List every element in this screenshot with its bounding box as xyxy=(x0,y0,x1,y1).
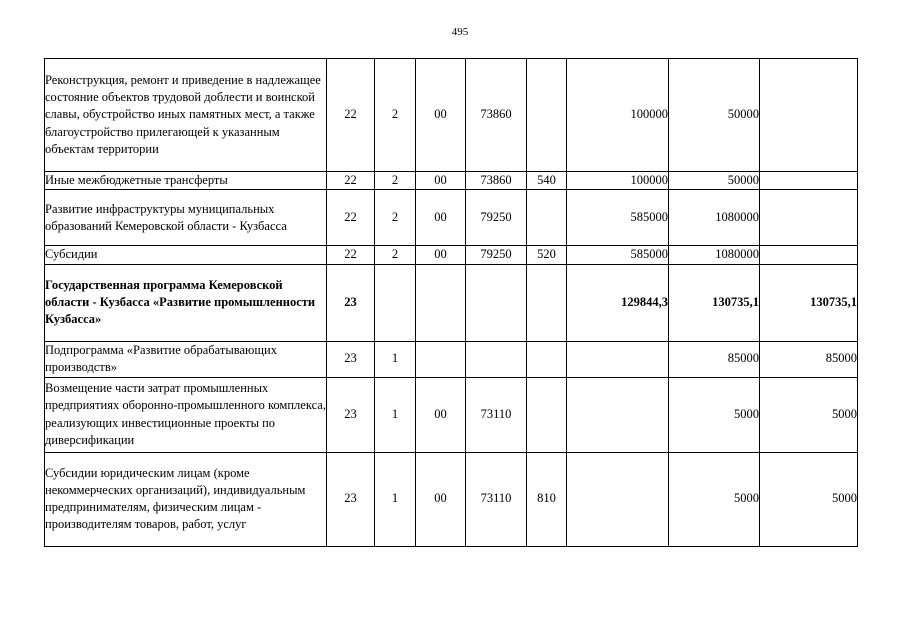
code-section: 23 xyxy=(327,341,375,377)
code-expense-type xyxy=(527,341,567,377)
code-subsection: 1 xyxy=(375,452,416,546)
row-name: Государственная программа Кемеровской области - Кузбасса «Развитие промышленности Кузбасса» xyxy=(45,264,327,341)
code-subsection: 2 xyxy=(375,59,416,172)
table-row xyxy=(45,341,858,377)
value-year-1: 100000 xyxy=(567,59,669,172)
row-name: Субсидии xyxy=(45,246,327,264)
code-expense-type xyxy=(527,190,567,246)
row-name: Реконструкция, ремонт и приведение в надлежащее состояние объектов трудовой доблести и воинской славы, обустройство иных памятных мест, а также благоустройство прилегающей к указанным объектам территории xyxy=(45,59,327,172)
code-subsection: 2 xyxy=(375,190,416,246)
value-year-2: 85000 xyxy=(669,341,760,377)
value-year-1 xyxy=(567,452,669,546)
value-year-2: 5000 xyxy=(669,452,760,546)
code-section: 22 xyxy=(327,172,375,190)
value-year-3: 5000 xyxy=(760,377,858,452)
value-year-3 xyxy=(760,59,858,172)
code-expense-type xyxy=(527,59,567,172)
code-direction: 73860 xyxy=(466,172,527,190)
table-row xyxy=(45,377,858,452)
value-year-1: 100000 xyxy=(567,172,669,190)
budget-table xyxy=(44,58,858,547)
code-direction xyxy=(466,341,527,377)
code-program xyxy=(416,264,466,341)
value-year-3: 85000 xyxy=(760,341,858,377)
code-direction: 79250 xyxy=(466,246,527,264)
value-year-1 xyxy=(567,377,669,452)
code-expense-type: 810 xyxy=(527,452,567,546)
value-year-1 xyxy=(567,341,669,377)
value-year-2: 50000 xyxy=(669,172,760,190)
code-direction: 79250 xyxy=(466,190,527,246)
code-subsection: 1 xyxy=(375,377,416,452)
code-program: 00 xyxy=(416,452,466,546)
code-program: 00 xyxy=(416,246,466,264)
code-subsection: 1 xyxy=(375,341,416,377)
code-section: 23 xyxy=(327,377,375,452)
code-subsection: 2 xyxy=(375,246,416,264)
code-section: 23 xyxy=(327,264,375,341)
table-row xyxy=(45,246,858,264)
code-direction: 73110 xyxy=(466,452,527,546)
row-name: Субсидии юридическим лицам (кроме некоммерческих организаций), индивидуальным предпринимателям, физическим лицам - производителям товаров, работ, услуг xyxy=(45,452,327,546)
code-expense-type: 520 xyxy=(527,246,567,264)
table-row xyxy=(45,59,858,172)
code-section: 22 xyxy=(327,190,375,246)
value-year-1: 585000 xyxy=(567,246,669,264)
value-year-3: 5000 xyxy=(760,452,858,546)
code-expense-type xyxy=(527,264,567,341)
value-year-2: 1080000 xyxy=(669,246,760,264)
value-year-3 xyxy=(760,246,858,264)
code-direction: 73110 xyxy=(466,377,527,452)
code-direction: 73860 xyxy=(466,59,527,172)
value-year-2: 5000 xyxy=(669,377,760,452)
value-year-3 xyxy=(760,172,858,190)
code-expense-type: 540 xyxy=(527,172,567,190)
table-row xyxy=(45,452,858,546)
code-section: 23 xyxy=(327,452,375,546)
row-name: Иные межбюджетные трансферты xyxy=(45,172,327,190)
value-year-2: 50000 xyxy=(669,59,760,172)
row-name: Подпрограмма «Развитие обрабатывающих производств» xyxy=(45,341,327,377)
row-name: Возмещение части затрат промышленных предприятиях оборонно-промышленного комплекса, реализующих инвестиционные проекты по диверсификации xyxy=(45,377,327,452)
code-program: 00 xyxy=(416,172,466,190)
value-year-2: 130735,1 xyxy=(669,264,760,341)
value-year-3: 130735,1 xyxy=(760,264,858,341)
code-section: 22 xyxy=(327,59,375,172)
table-row xyxy=(45,190,858,246)
value-year-1: 585000 xyxy=(567,190,669,246)
code-program: 00 xyxy=(416,190,466,246)
code-subsection xyxy=(375,264,416,341)
row-name: Развитие инфраструктуры муниципальных образований Кемеровской области - Кузбасса xyxy=(45,190,327,246)
code-program: 00 xyxy=(416,59,466,172)
code-program: 00 xyxy=(416,377,466,452)
table-row xyxy=(45,264,858,341)
code-direction xyxy=(466,264,527,341)
code-program xyxy=(416,341,466,377)
code-expense-type xyxy=(527,377,567,452)
value-year-2: 1080000 xyxy=(669,190,760,246)
value-year-3 xyxy=(760,190,858,246)
value-year-1: 129844,3 xyxy=(567,264,669,341)
code-section: 22 xyxy=(327,246,375,264)
code-subsection: 2 xyxy=(375,172,416,190)
table-row xyxy=(45,172,858,190)
page-number: 495 xyxy=(451,26,469,38)
